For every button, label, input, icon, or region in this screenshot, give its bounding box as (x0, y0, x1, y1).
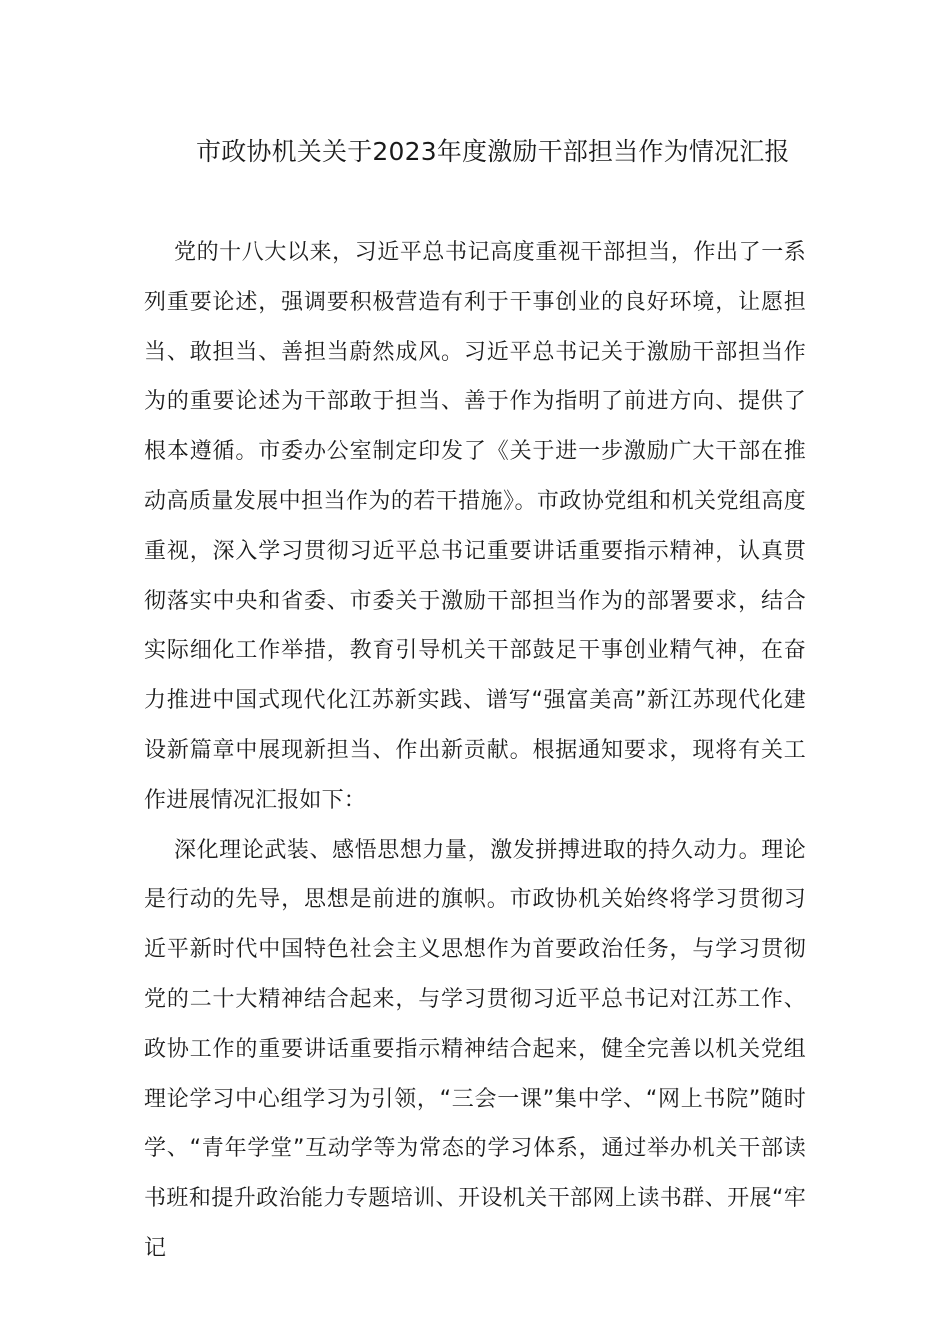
body-paragraph-1: 党的十八大以来，习近平总书记高度重视干部担当，作出了一系列重要论述，强调要积极营造有利于干事创业的良好环境，让愿担当、敢担当、善担当蔚然成风。习近平总书记关于激励干部担当作为的重要论述为干部敢于担当、善于作为指明了前进方向、提供了根本遵循。市委办公室制定印发了《关于进一步激励广大干部在推动高质量发展中担当作为的若干措施》。市政协党组和机关党组高度重视，深入学习贯彻习近平总书记重要讲话重要指示精神，认真贯彻落实中央和省委、市委关于激励干部担当作为的部署要求，结合实际细化工作举措，教育引导机关干部鼓足干事创业精气神，在奋力推进中国式现代化江苏新实践、谱写“强富美高”新江苏现代化建设新篇章中展现新担当、作出新贡献。根据通知要求，现将有关工作进展情况汇报如下： (144, 240, 806, 813)
document-title: 市政协机关关于2023年度激励干部担当作为情况汇报 (196, 137, 790, 166)
document-body (144, 228, 806, 1274)
body-paragraph-2: 深化理论武装、感悟思想力量，激发拼搏进取的持久动力。理论是行动的先导，思想是前进的旗帜。市政协机关始终将学习贯彻习近平新时代中国特色社会主义思想作为首要政治任务，与学习贯彻党的二十大精神结合起来，与学习贯彻习近平总书记对江苏工作、政协工作的重要讲话重要指示精神结合起来，健全完善以机关党组理论学习中心组学习为引领，“三会一课”集中学、“网上书院”随时学、“青年学堂”互动学等为常态的学习体系，通过举办机关干部读书班和提升政治能力专题培训、开设机关干部网上读书群、开展“牢记 (144, 837, 806, 1261)
